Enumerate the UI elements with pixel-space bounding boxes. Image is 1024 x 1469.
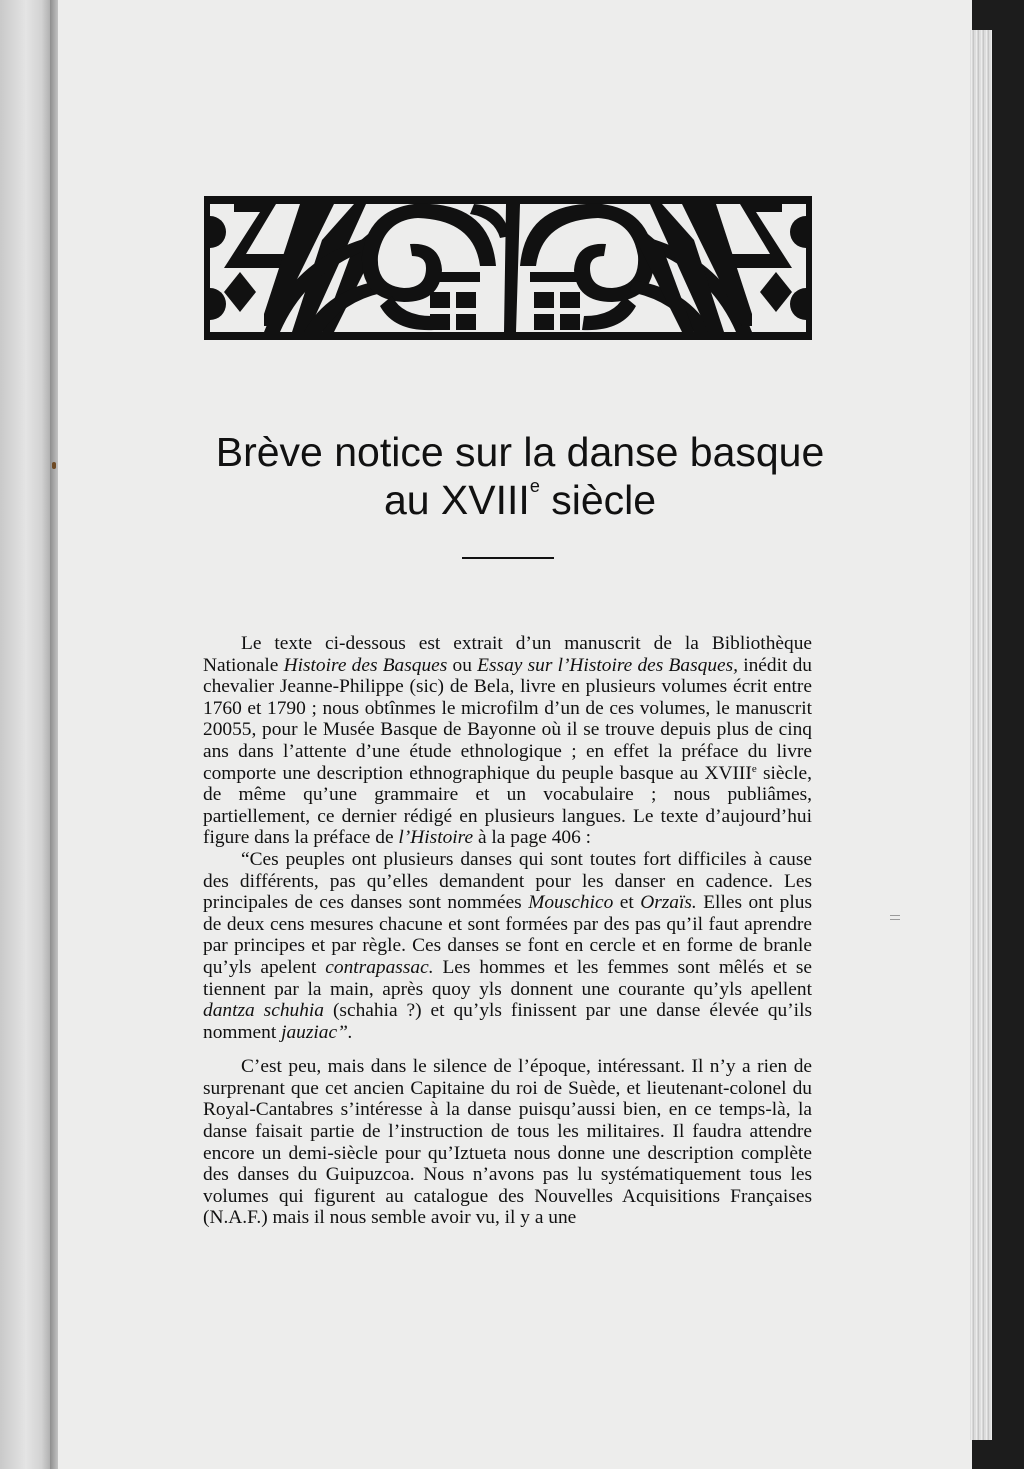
paper-speck <box>52 462 56 469</box>
superscript-run: e <box>751 762 757 775</box>
italic-run: Orzaïs. <box>640 892 697 914</box>
paragraph-intro <box>203 633 812 849</box>
italic-run: ”. <box>337 1021 353 1043</box>
facing-page-edge <box>0 0 52 1469</box>
title-line-2: au XVIIIe siècle <box>383 476 657 523</box>
text-run: inédit du chevalier Jeanne-Philippe (sic) de Bela, livre en plusieurs volumes écrit entre 1760 et 1790 ; nous obtînmes le microfilm d’un de ces volumes, le manuscrit 20055, pour le Musée Basque de Bayonne où il se trouve depuis plus de cinq ans dans l’attente d’une étude ethnologique ; en effet la préface du livre comporte une description ethnographique du peuple basque au XVIII <box>203 654 812 784</box>
text-run: C’est peu, mais dans le silence de l’époque, intéressant. Il n’y a rien de surprenant que cet ancien Capitaine du roi de Suède, et lieutenant-colonel du Royal-Cantabres s’intéresse à la danse puisqu’aussi bien, en ce temps-là, la danse faisait partie de l’instruction de tous les militaires. Il faudra attendre encore un demi-siècle pour qu’Iztueta nous donne une description complète des danses du Guipuzcoa. Nous n’avons pas lu systématiquement tous les volumes qui figurent au catalogue des Nouvelles Acquisitions Françaises (N.A.F.) mais il nous semble avoir vu, il y a une <box>203 1056 812 1229</box>
italic-run: Histoire des Basques <box>283 654 448 676</box>
article-title <box>120 428 920 524</box>
text-run: à la page 406 : <box>473 827 592 849</box>
article-body <box>203 633 812 1229</box>
text-run: Les hommes et les femmes sont mêlés et se tiennent par la main, après quoy yls donnent une courante qu’yls apellent <box>203 956 812 1000</box>
italic-run: Mouschico <box>528 892 614 914</box>
text-run: Le texte ci-dessous est extrait d’un manuscrit de la Bibliothèque Nationale <box>203 633 812 676</box>
basque-frieze-icon <box>204 196 812 340</box>
paragraph-quote <box>203 849 812 1043</box>
text-run: Elles ont plus de deux cens mesures chacune et sont formées par des pas qu’il faut aprendre par principes et par règle. Ces danses se font en cercle et en forme de branle qu’yls apelent <box>203 892 812 978</box>
text-run: siècle, de même qu’une grammaire et un vocabulaire ; nous publiâmes, partiellement, ce dernier rédigé en plusieurs langues. Le texte d’aujourd’hui figure dans la préface de <box>203 762 812 849</box>
text-run: et <box>613 892 641 914</box>
italic-run: jauziac <box>281 1021 338 1043</box>
text-run: ou <box>447 654 478 676</box>
italic-run: l’Histoire <box>398 827 474 849</box>
text-run: (schahia ?) et qu’yls finissent par une danse élevée qu’ils nomment <box>203 1000 812 1043</box>
page-stack-edges <box>970 30 992 1440</box>
paragraph-commentary <box>203 1056 812 1229</box>
italic-run: dantza schuhia <box>203 1000 324 1022</box>
text-run: “Ces peuples ont plusieurs danses qui sont toutes fort difficiles à cause des différents, pas qu’elles demandent pour les danser en cadence. Les principales de ces danses sont nommées <box>203 848 812 914</box>
title-rule <box>462 557 554 559</box>
italic-run: contrapassac. <box>325 956 434 978</box>
italic-run: Essay sur l’Histoire des Basques, <box>477 654 739 676</box>
margin-mark <box>890 915 900 916</box>
title-line-1: Brève notice sur la danse basque <box>215 429 825 475</box>
